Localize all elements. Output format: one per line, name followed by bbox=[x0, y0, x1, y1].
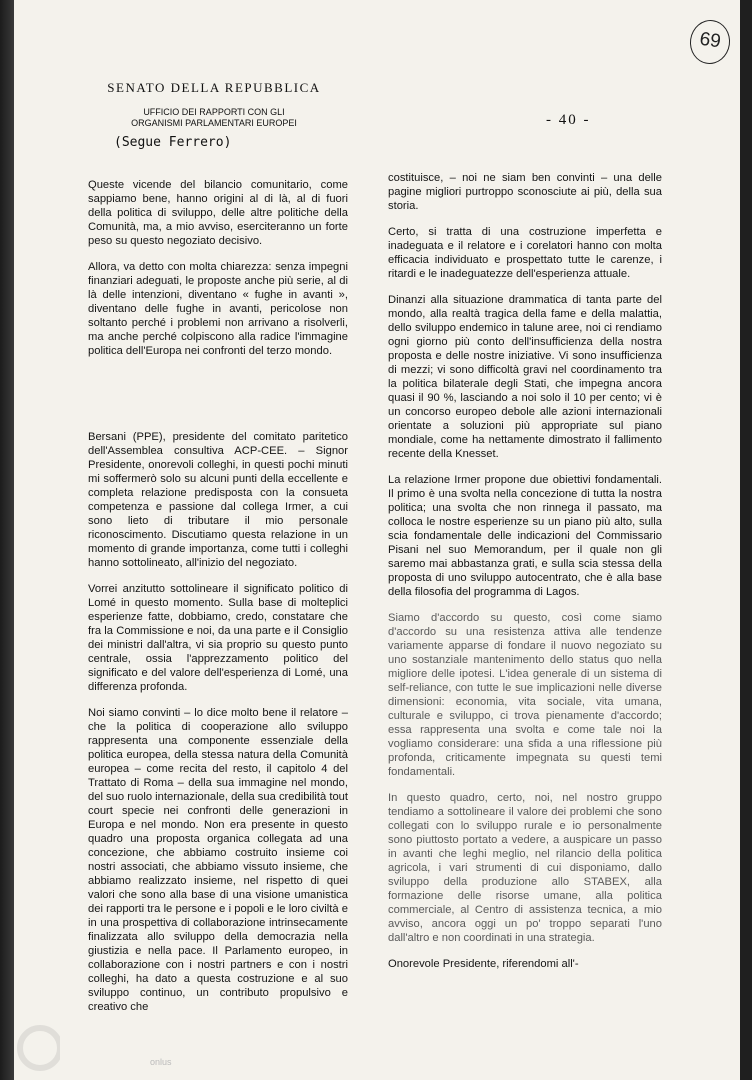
segue-label: (Segue Ferrero) bbox=[114, 135, 232, 150]
right-column bbox=[388, 171, 662, 983]
scan-edge-left bbox=[0, 0, 14, 1080]
institution-title: SENATO DELLA REPUBBLICA bbox=[107, 80, 321, 95]
right-paragraph-2: Certo, si tratta di una costruzione imperfetta e inadeguata e il relatore e i corelatori hanno con molta efficacia individuato e prospettato tutte le carenze, i ritardi e le inadeguatezze dell'esperienza attuale. bbox=[388, 226, 662, 280]
watermark-logo-icon bbox=[0, 1018, 60, 1078]
office-subtitle-line1: UFFICIO DEI RAPPORTI CON GLI bbox=[143, 107, 285, 117]
left-paragraph-5: Noi siamo convinti – lo dice molto bene il relatore – che la politica di cooperazione allo sviluppo rappresenta una componente essenziale della politica europea, della stessa natura della Comunità europea – come recita del resto, il capitolo 4 del Trattato di Roma – della sua immagine nel mondo, del suo ruolo internazionale, della sua credibilità tout court specie nei confronti delle generazioni in Europa e nel mondo. Non era presente in questo quadro una proposta organica collegata ad una concezione, che abbiamo costruito insieme coi nostri associati, che abbiamo vissuto insieme, che abbiamo realizzato insieme, nel rispetto di quei valori che sono alla base di una visione umanistica dei rapporti tra le persone e i popoli e le loro civiltà e in una prospettiva di collaborazione intrinsecamente finalizzata allo sviluppo della democrazia nella giustizia e nella pace. Il Parlamento europeo, in collaborazione con i nostri partners e con i nostri colleghi, ha dato a questa costruzione e al suo sviluppo continuo, un contributo propulsivo e creativo che bbox=[88, 707, 348, 1013]
left-paragraph-1: Queste vicende del bilancio comunitario, come sappiamo bene, hanno origini al di là, al di fuori della politica di sviluppo, delle altre politiche della Comunità, ma, a mio avviso, eserciteranno un forte peso su questo negoziato decisivo. bbox=[88, 179, 348, 247]
office-subtitle-line2: ORGANISMI PARLAMENTARI EUROPEI bbox=[131, 118, 297, 128]
footer-watermark: onlus bbox=[150, 1057, 172, 1067]
left-column bbox=[88, 178, 348, 1026]
page-stamp: 69 bbox=[687, 17, 733, 66]
office-subtitle bbox=[96, 107, 332, 129]
left-paragraph-3: Bersani (PPE), presidente del comitato paritetico dell'Assemblea consultiva ACP-CEE. – Signor Presidente, onorevoli colleghi, in questi pochi minuti mi soffermerò solo su alcuni punti della eccellente e completa relazione predisposta con la consueta competenza e passione dal collega Irmer, a cui sono lieto di tributare il mio personale riconoscimento. Discutiamo questa relazione in un momento di grande importanza, come tutti i colleghi hanno sottolineato, all'inizio del negoziato. bbox=[88, 431, 348, 569]
right-paragraph-1: costituisce, – noi ne siam ben convinti – una delle pagine migliori purtroppo sconosciute ai più, della sua storia. bbox=[388, 172, 662, 212]
left-paragraph-2: Allora, va detto con molta chiarezza: senza impegni finanziari adeguati, le proposte anche più serie, al di là delle intenzioni, diventano « fughe in avanti », diventano delle fughe in avanti, pericolose non soltanto perché i problemi non arrivano a risolverli, ma anche perché colpiscono alla radice l'immagine politica dell'Europa nei confronti del terzo mondo. bbox=[88, 261, 348, 357]
right-paragraph-7: Onorevole Presidente, riferendomi all'- bbox=[388, 958, 579, 970]
scan-edge-right bbox=[740, 0, 752, 1080]
page-number: - 40 - bbox=[546, 112, 591, 128]
left-paragraph-4: Vorrei anzitutto sottolineare il significato politico di Lomé in questo momento. Sulla base di molteplici esperienze fatte, dobbiamo, credo, constatare che fra la Commissione e noi, da una parte e il Consiglio dei ministri dall'altra, vi sia proprio su questo punto centrale, ossia l'apprezzamento politico del significato e del valore dell'esperienza di Lomé, una differenza profonda. bbox=[88, 583, 348, 693]
right-paragraph-6: In questo quadro, certo, noi, nel nostro gruppo tendiamo a sottolineare il valore dei problemi che sono collegati con lo sviluppo rurale e io personalmente sono piuttosto portato a vedere, a auspicare un passo in avanti che leghi meglio, nel rilancio della politica agricola, i vari strumenti di cui disponiamo, dallo sviluppo della produzione allo STABEX, alla formazione delle risorse umane, alla politica commerciale, al Centro di assistenza tecnica, a mio avviso, ancora oggi un po' troppo separati l'uno dall'altro e non coordinati in una strategia. bbox=[388, 792, 662, 944]
right-paragraph-4: La relazione Irmer propone due obiettivi fondamentali. Il primo è una svolta nella concezione di tutta la nostra politica; una svolta che non rinnega il passato, ma colloca le nostre esperienze su un piano più alto, sulla scia fondamentale delle indicazioni del Commissario Pisani nel suo Memorandum, per il quale non gli saremo mai abbastanza grati, e sulla scia stessa della proposta di uno sviluppo autocentrato, che è alla base della filosofia del programma di Lagos. bbox=[388, 474, 662, 598]
right-paragraph-5: Siamo d'accordo su questo, così come siamo d'accordo su una resistenza attiva alle tendenze variamente apparse di fondare il nuovo negoziato su uno sostanziale mantenimento dello status quo nella migliore delle ipotesi. L'idea generale di un sistema di self-reliance, con tutte le sue implicazioni nelle diverse dimensioni: economia, vita sociale, vita umana, culturale e sviluppo, ci trova pienamente d'accordo; essa rappresenta una svolta e come tale noi la vogliamo considerare: una sfida a una riflessione più profonda, criticamente impegnata su questi temi fondamentali. bbox=[388, 612, 662, 778]
right-paragraph-3: Dinanzi alla situazione drammatica di tanta parte del mondo, alla realtà tragica della fame e della malattia, dello sviluppo endemico in talune aree, noi ci rendiamo ogni giorno più conto dell'insufficienza della nostra proposta e delle nostre iniziative. Vi sono insufficienza di mezzi; vi sono difficoltà gravi nel coordinamento tra la politica bilaterale degli Stati, che impegna ancora quasi il 90 %, lasciando a noi solo il 10 per cento; vi è un concorso europeo debole alle azioni internazionali orientate a soluzioni più appropriate sul piano mondiale, come ha nettamente dimostrato il fallimento recente della Knesset. bbox=[388, 294, 662, 460]
